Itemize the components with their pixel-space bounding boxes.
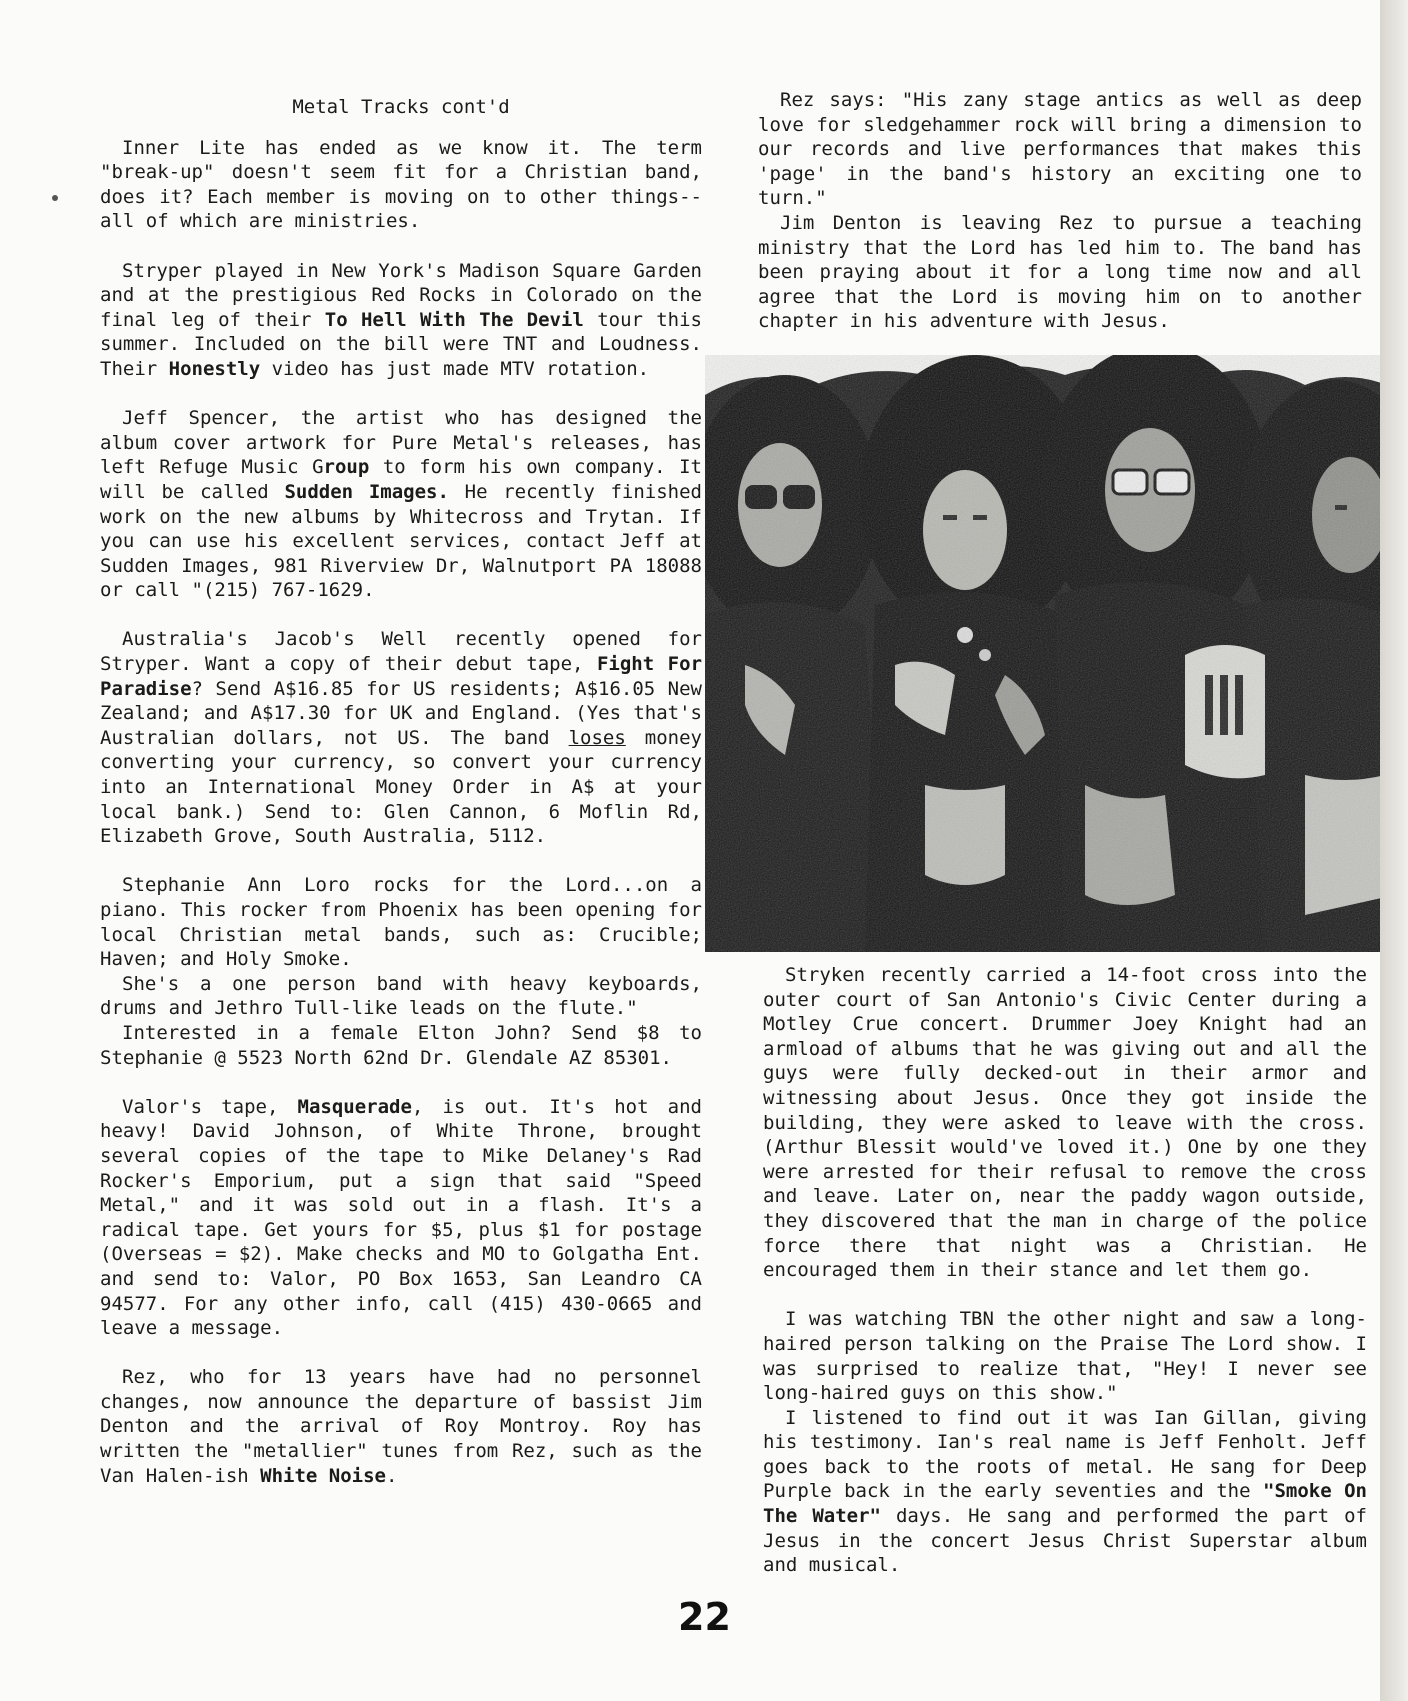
video-name: Honestly: [168, 357, 261, 380]
stryken-paragraph: [763, 963, 1367, 1283]
steph-text: Stephanie Ann Loro rocks for the Lord...on a piano. This rocker from Phoenix has been opening for local Christian metal bands, such as: Crucible; Haven; and Holy Smoke.: [100, 874, 702, 971]
gillan-text: I listened to find out it was Ian Gillan, giving his testimony. Ian's real name is Jeff Fenholt. Jeff goes back to the roots of metal. He sang for Deep Purple back in the early seventies and the: [763, 1406, 1367, 1503]
tbn-paragraph: [763, 1307, 1367, 1405]
stryper-text: Stryper played in New York's Madison Square Garden and at the prestigious Red Rocks in Colorado on the final leg of their: [100, 259, 702, 331]
valor-text: Valor's tape,: [122, 1095, 298, 1118]
page-number: 22: [678, 1595, 731, 1639]
group-bold: roup: [323, 456, 370, 479]
gillan-paragraph: [763, 1406, 1367, 1578]
page-edge: [1380, 0, 1408, 1701]
tour-name: To Hell With The Devil: [324, 308, 584, 331]
tape-name: Fight For Paradise: [100, 653, 703, 700]
jeff-text-3: He recently finished work on the new albums by Whitecross and Trytan. If you can use his excellent services, contact Jeff at Sudden Images, 981 Riverview Dr, Walnutport PA 18088 or call "(215) 767-1629.: [100, 480, 702, 602]
paper-mark: [52, 195, 58, 201]
company-name: Sudden Images.: [284, 480, 449, 503]
aus-text-2: ? Send A$16.85 for US residents; A$16.05 New Zealand; and A$17.30 for UK and England. (Yes that's Australian dollars, not US. The band: [100, 677, 702, 749]
section-title: Metal Tracks cont'd: [292, 96, 510, 118]
valor-tape-name: Masquerade: [297, 1095, 412, 1118]
band-photo-image: [705, 355, 1408, 952]
aus-text-3: money converting your currency, so convert your currency into an International Money Order in A$ at your local bank.) Send to: Glen Cannon, 6 Moflin Rd, Elizabeth Grove, South Australia, 5112.: [100, 726, 702, 848]
tbn-text: I was watching TBN the other night and saw a long-haired person talking on the Praise The Lord show. I was surprised to realize that, "Hey! I never see long-haired guys on this show.": [763, 1308, 1367, 1405]
song-title: "Smoke On The Water": [763, 1480, 1367, 1528]
stryper-text-3: video has just made MTV rotation.: [260, 357, 650, 380]
jeff-text-2: to form his own company. It will be called: [100, 456, 702, 503]
rez-text: Rez, who for 13 years have had no personnel changes, now announce the departure of bassist Jim Denton and the arrival of Roy Montroy. Roy has written the "metallier" tunes from Rez, such as the Van Halen-ish: [100, 1366, 702, 1487]
rez-text-2: .: [386, 1464, 398, 1487]
inner-lite-text: Inner Lite has ended as we know it. The term "break-up" doesn't seem fit for a Christian band, does it? Each member is moving on to other things--all of which are ministries.: [100, 136, 702, 233]
stephanie-paragraph-1: [100, 873, 702, 971]
right-column-bottom: [763, 963, 1367, 1578]
band-photo: [705, 355, 1408, 952]
jeff-text: Jeff Spencer, the artist who has designed the album cover artwork for Pure Metal's releases, has left Refuge Music G: [100, 407, 702, 479]
rez-paragraph: [100, 1365, 702, 1488]
stephanie-paragraph-3: [100, 1021, 702, 1070]
right-column-top: [758, 88, 1362, 334]
aus-text: Australia's Jacob's Well recently opened for Stryper. Want a copy of their debut tape,: [100, 628, 702, 676]
jim-denton-text: Jim Denton is leaving Rez to pursue a teaching ministry that the Lord has led him to. The band has been praying about it for a long time now and all agree that the Lord is moving him on to another chapter in his adventure with Jesus.: [758, 211, 1362, 333]
jim-denton-paragraph: [758, 211, 1362, 334]
rez-quote-paragraph: [758, 88, 1362, 211]
song-name: White Noise: [260, 1464, 386, 1487]
steph-text-3: Interested in a female Elton John? Send $8 to Stephanie @ 5523 North 62nd Dr. Glendale AZ 85301.: [100, 1021, 702, 1069]
left-column: [100, 95, 702, 1488]
underlined-word: loses: [568, 726, 626, 749]
valor-paragraph: [100, 1095, 702, 1341]
stryken-text: Stryken recently carried a 14-foot cross into the outer court of San Antonio's Civic Center during a Motley Crue concert. Drummer Joey Knight had an armload of albums that he was giving out and all the guys were fully decked-out in their armor and witnessing about Jesus. Once they got inside the building, they were asked to leave with the cross. (Arthur Blessit would've loved it.) One by one they were arrested for their refusal to remove the cross and leave. Later on, near the paddy wagon outside, they discovered that the man in charge of the police force there that night was a Christian. He encouraged them in their stance and let them go.: [763, 964, 1367, 1282]
valor-text-2: , is out. It's hot and heavy! David Johnson, of White Throne, brought several copies of the tape to Mike Delaney's Rad Rocker's Emporium, put a sign that said "Speed Metal," and it was sold out in a flash. It's a radical tape. Get yours for $5, plus $1 for postage (Overseas = $2). Make checks and MO to Golgatha Ent. and send to: Valor, PO Box 1653, San Leandro CA 94577. For any other info, call (415) 430-0665 and leave a message.: [100, 1095, 702, 1340]
stephanie-paragraph-2: [100, 972, 702, 1021]
jeff-spencer-paragraph: [100, 406, 702, 603]
stryper-text-2: tour this summer. Included on the bill were TNT and Loudness. Their: [100, 308, 702, 380]
jacobs-well-paragraph: [100, 627, 702, 848]
steph-text-2: She's a one person band with heavy keyboards, drums and Jethro Tull-like leads on the flute.": [100, 972, 702, 1020]
gillan-text-2: days. He sang and performed the part of Jesus in the concert Jesus Christ Superstar album and musical.: [763, 1505, 1367, 1577]
rez-quote-text: Rez says: "His zany stage antics as well as deep love for sledgehammer rock will bring a dimension to our records and live performances that makes this 'page' in the band's history an exciting one to turn.": [758, 89, 1362, 210]
stryper-paragraph: [100, 259, 702, 382]
inner-lite-paragraph: [100, 136, 702, 234]
